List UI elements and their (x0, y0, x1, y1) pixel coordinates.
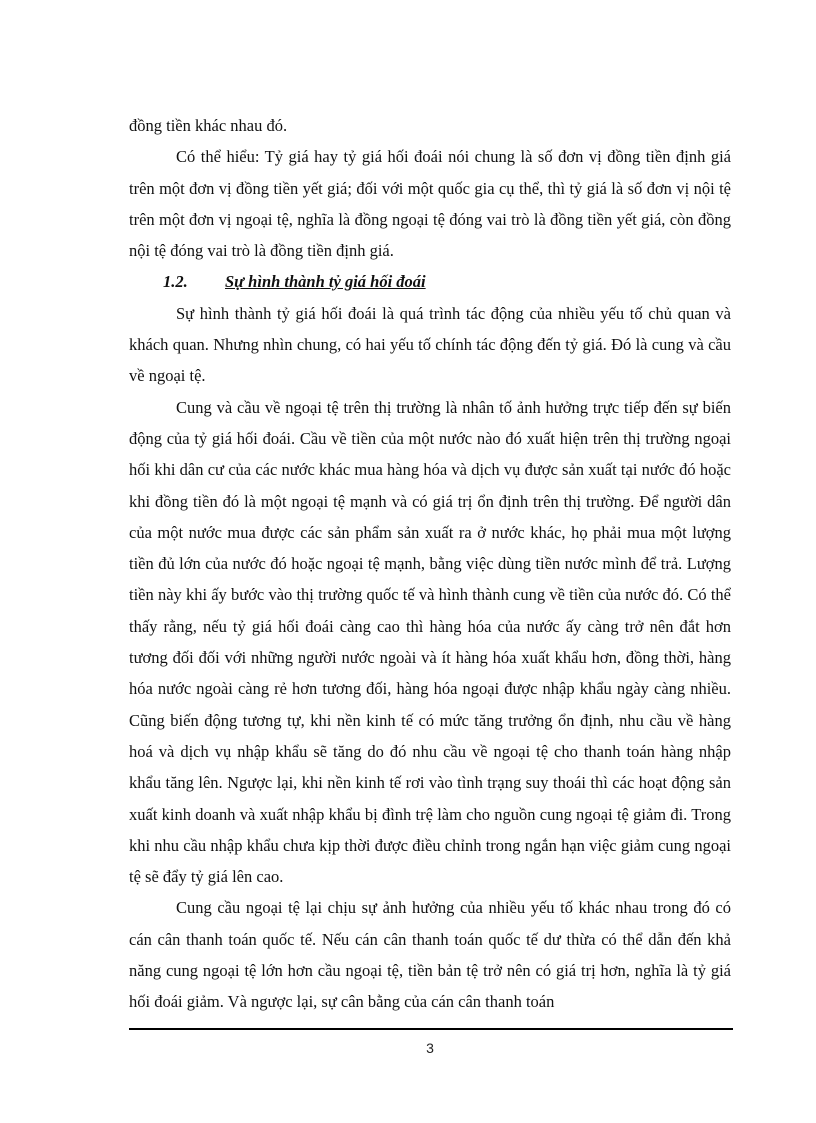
paragraph-balance-of-payments: Cung cầu ngoại tệ lại chịu sự ảnh hưởng của nhiều yếu tố khác nhau trong đó có cán cân thanh toán quốc tế. Nếu cán cân thanh toán quốc tế dư thừa có thể dẫn đến khả năng cung ngoại tệ lớn hơn cầu ngoại tệ, tiền bản tệ trở nên có giá trị hơn, nghĩa là tỷ giá hối đoái giảm. Và ngược lại, sự cân bằng của cán cân thanh toán (129, 898, 731, 1012)
paragraph-supply-demand: Cung và cầu về ngoại tệ trên thị trường là nhân tố ảnh hưởng trực tiếp đến sự biến động của tỷ giá hối đoái. Cầu về tiền của một nước nào đó xuất hiện trên thị trường ngoại hối khi dân cư của các nước khác mua hàng hóa và dịch vụ được sản xuất tại nước đó hoặc khi đồng tiền đó là một ngoại tệ mạnh và có giá trị ổn định trên thị trường. Để người dân của một nước mua được các sản phẩm sản xuất ra ở nước khác, họ phải mua một lượng tiền đủ lớn của nước đó hoặc ngoại tệ mạnh, bằng việc dùng tiền nước mình để trả. Lượng tiền này khi ấy bước vào thị trường quốc tế và hình thành cung về tiền của nước đó. Có thể thấy rằng, nếu tỷ giá hối đoái càng cao thì hàng hóa của nước ấy càng trở nên đắt hơn tương đối đối với những người nước ngoài và ít hàng hóa xuất khẩu hơn, đồng thời, hàng hóa nước ngoài càng rẻ hơn tương đối, hàng hóa ngoại được nhập khẩu ngày càng nhiều. Cũng biến động tương tự, khi nền kinh tế có mức tăng trưởng ổn định, nhu cầu về hàng hoá và dịch vụ nhập khẩu sẽ tăng do đó nhu cầu về ngoại tệ cho thanh toán hàng nhập khẩu tăng lên. Ngược lại, khi nền kinh tế rơi vào tình trạng suy thoái thì các hoạt động sản xuất kinh doanh và xuất nhập khẩu bị đình trệ làm cho nguồn cung ngoại tệ giảm đi. Trong khi nhu cầu nhập khẩu chưa kịp thời được điều chỉnh trong ngắn hạn việc giảm cung ngoại tệ sẽ đẩy tỷ giá lên cao. (129, 397, 731, 887)
page-number: 3 (426, 1040, 434, 1056)
paragraph-formation: Sự hình thành tỷ giá hối đoái là quá trình tác động của nhiều yếu tố chủ quan và khách quan. Nhưng nhìn chung, có hai yếu tố chính tác động đến tỷ giá. Đó là cung và cầu về ngoại tệ. (129, 303, 731, 386)
page-body (129, 110, 731, 1018)
section-title: Sự hình thành tỷ giá hối đoái (225, 272, 426, 292)
section-number: 1.2. (163, 272, 188, 292)
footer-divider (129, 1028, 733, 1030)
paragraph-definition: Có thể hiểu: Tỷ giá hay tỷ giá hối đoái nói chung là số đơn vị đồng tiền định giá trên một đơn vị đồng tiền yết giá; đối với một quốc gia cụ thể, thì tỷ giá là số đơn vị nội tệ trên một đơn vị ngoại tệ, nghĩa là đồng ngoại tệ đóng vai trò là đồng tiền yết giá, còn đồng nội tệ đóng vai trò là đồng tiền định giá. (129, 147, 731, 261)
section-heading (129, 266, 731, 297)
paragraph-continuation: đồng tiền khác nhau đó. (129, 116, 288, 135)
